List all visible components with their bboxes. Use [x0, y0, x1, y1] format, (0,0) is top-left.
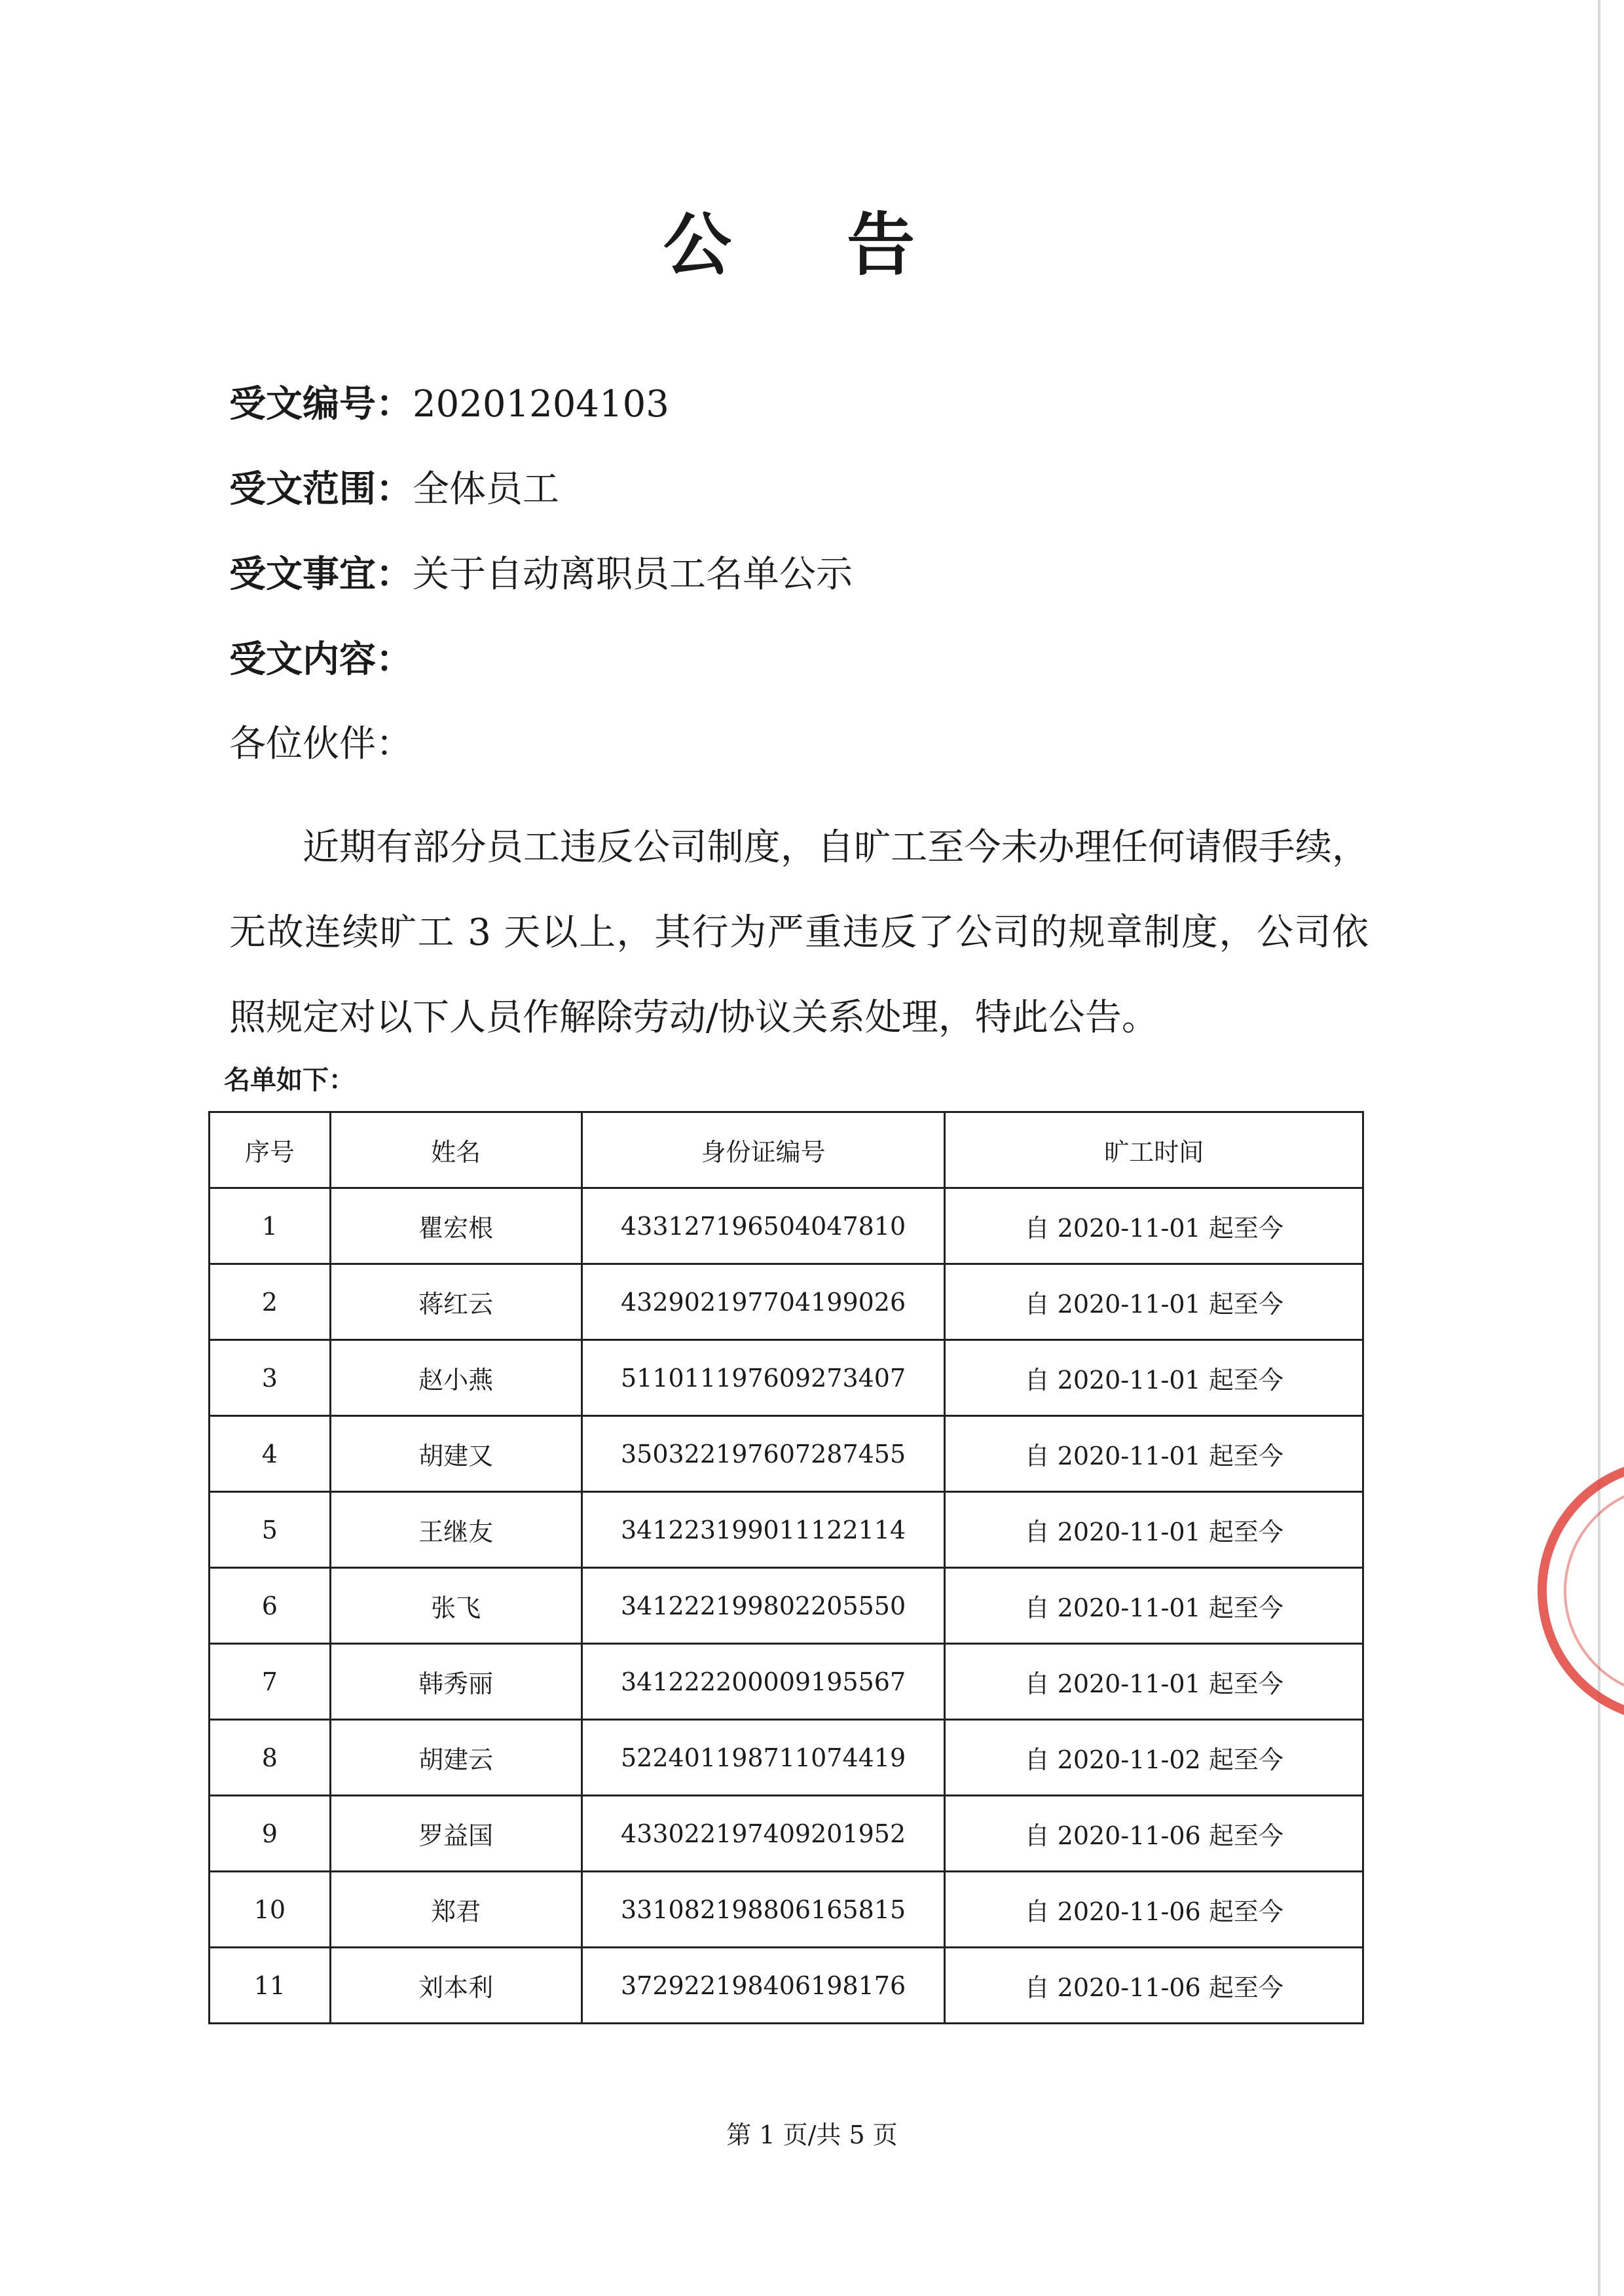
cell-absence-time: 自 2020-11-06 起至今: [945, 1796, 1363, 1872]
page-title: 公 告: [663, 204, 961, 285]
cell-name: 刘本利: [330, 1948, 581, 2024]
scope-label: 受文范围：: [229, 467, 413, 511]
content-label: 受文内容：: [229, 638, 413, 681]
cell-absence-time: 自 2020-11-06 起至今: [945, 1948, 1363, 2024]
cell-id-number: 331082198806165815: [581, 1872, 945, 1948]
cell-id-number: 341222200009195567: [581, 1644, 945, 1720]
announcement-body: 近期有部分员工违反公司制度，自旷工至今未办理任何请假手续，无故连续旷工 3 天以上，其行为严重违反了公司的规章制度，公司依照规定对以下人员作解除劳动/协议关系处理，特此公告。: [229, 826, 1369, 1039]
cell-name: 瞿宏根: [330, 1188, 581, 1264]
table-row: [210, 1264, 1363, 1340]
cell-absence-time: 自 2020-11-06 起至今: [945, 1872, 1363, 1948]
cell-id-number: 433022197409201952: [581, 1796, 945, 1872]
cell-index: 3: [210, 1340, 331, 1416]
table-row: [210, 1872, 1363, 1948]
header-name: 姓名: [330, 1112, 581, 1188]
page-footer: 第 1 页/共 5 页: [726, 2121, 898, 2149]
cell-name: 胡建又: [330, 1416, 581, 1492]
table-row: [210, 1416, 1363, 1492]
scope-value: 全体员工: [413, 468, 559, 511]
cell-index: 9: [210, 1796, 331, 1872]
cell-absence-time: 自 2020-11-01 起至今: [945, 1264, 1363, 1340]
cell-id-number: 511011197609273407: [581, 1340, 945, 1416]
employee-table: [208, 1111, 1364, 2024]
cell-name: 蒋红云: [330, 1264, 581, 1340]
cell-index: 2: [210, 1264, 331, 1340]
cell-name: 张飞: [330, 1568, 581, 1644]
cell-id-number: 341223199011122114: [581, 1492, 945, 1568]
table-header-row: [210, 1112, 1363, 1188]
scan-edge-line: [1598, 0, 1600, 2296]
cell-index: 4: [210, 1416, 331, 1492]
cell-name: 胡建云: [330, 1720, 581, 1796]
cell-absence-time: 自 2020-11-01 起至今: [945, 1492, 1363, 1568]
cell-name: 赵小燕: [330, 1340, 581, 1416]
cell-absence-time: 自 2020-11-01 起至今: [945, 1416, 1363, 1492]
cell-absence-time: 自 2020-11-01 起至今: [945, 1568, 1363, 1644]
cell-index: 11: [210, 1948, 331, 2024]
list-label: 名单如下：: [224, 1065, 355, 1095]
cell-id-number: 350322197607287455: [581, 1416, 945, 1492]
cell-name: 郑君: [330, 1872, 581, 1948]
content-line: [229, 636, 1408, 683]
cell-name: 韩秀丽: [330, 1644, 581, 1720]
cell-index: 7: [210, 1644, 331, 1720]
subject-label: 受文事宜：: [229, 553, 413, 596]
cell-absence-time: 自 2020-11-01 起至今: [945, 1188, 1363, 1264]
cell-index: 6: [210, 1568, 331, 1644]
greeting: 各位伙伴：: [229, 723, 413, 765]
cell-name: 罗益国: [330, 1796, 581, 1872]
table-row: [210, 1720, 1363, 1796]
table-row: [210, 1340, 1363, 1416]
table-row: [210, 1644, 1363, 1720]
table-row: [210, 1188, 1363, 1264]
subject-line: [229, 551, 1408, 598]
table-row: [210, 1948, 1363, 2024]
cell-id-number: 522401198711074419: [581, 1720, 945, 1796]
cell-index: 10: [210, 1872, 331, 1948]
cell-id-number: 432902197704199026: [581, 1264, 945, 1340]
cell-absence-time: 自 2020-11-01 起至今: [945, 1644, 1363, 1720]
cell-id-number: 341222199802205550: [581, 1568, 945, 1644]
subject-value: 关于自动离职员工名单公示: [413, 553, 853, 596]
cell-index: 8: [210, 1720, 331, 1796]
cell-name: 王继友: [330, 1492, 581, 1568]
cell-id-number: 372922198406198176: [581, 1948, 945, 2024]
doc-number-value: 20201204103: [413, 383, 669, 426]
scope-line: [229, 466, 1408, 513]
doc-number-label: 受文编号：: [229, 382, 413, 426]
cell-id-number: 433127196504047810: [581, 1188, 945, 1264]
cell-index: 5: [210, 1492, 331, 1568]
header-absence-time: 旷工时间: [945, 1112, 1363, 1188]
table-row: [210, 1568, 1363, 1644]
company-seal-icon: [1532, 1453, 1624, 1728]
header-index: 序号: [210, 1112, 331, 1188]
table-row: [210, 1796, 1363, 1872]
header-id-number: 身份证编号: [581, 1112, 945, 1188]
table-row: [210, 1492, 1363, 1568]
cell-index: 1: [210, 1188, 331, 1264]
doc-number-line: [229, 381, 1408, 428]
cell-absence-time: 自 2020-11-01 起至今: [945, 1340, 1363, 1416]
cell-absence-time: 自 2020-11-02 起至今: [945, 1720, 1363, 1796]
